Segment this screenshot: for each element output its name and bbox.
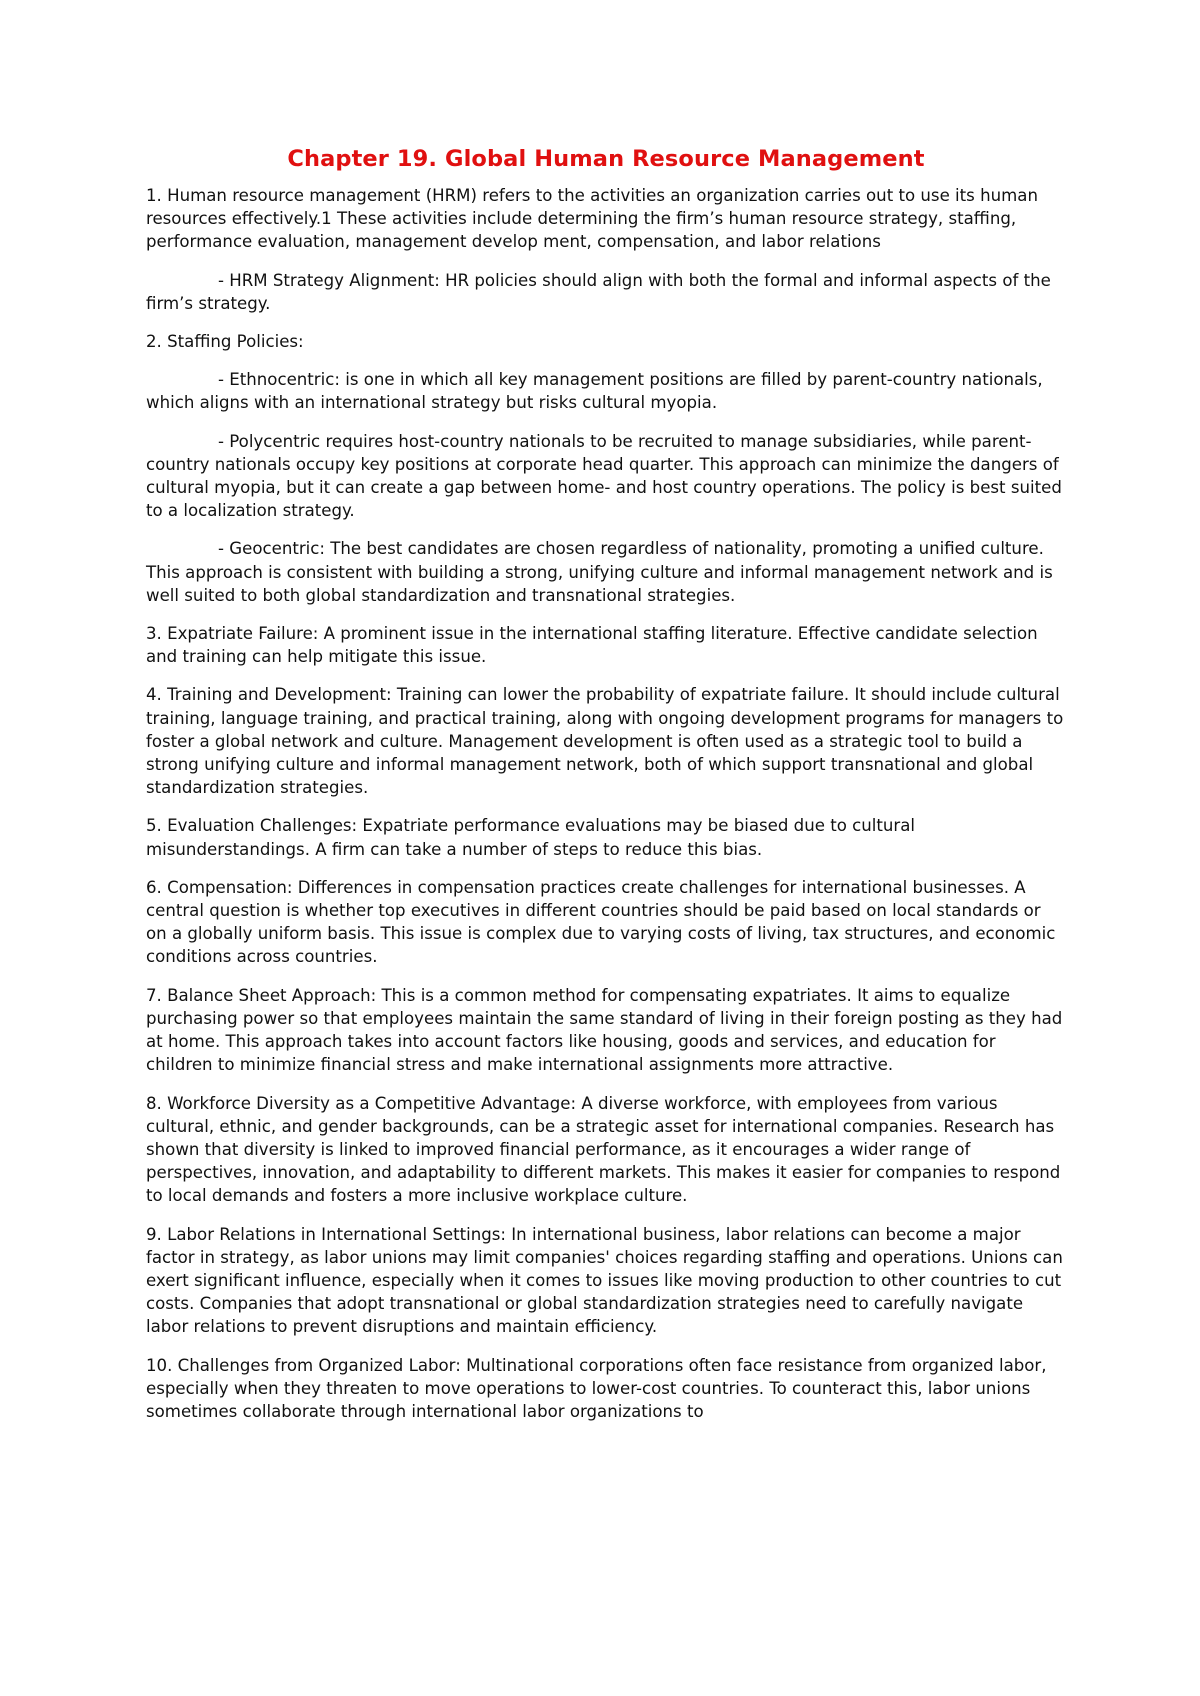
chapter-title: Chapter 19. Global Human Resource Management	[287, 146, 925, 172]
paragraph-compensation: 6. Compensation: Differences in compensation practices create challenges for international businesses. A central question is whether top executives in different countries should be paid based on local standards or on a globally uniform basis. This issue is complex due to varying costs of living, tax structures, and economic conditions across countries.	[146, 877, 1056, 967]
paragraph-geocentric: - Geocentric: The best candidates are chosen regardless of nationality, promoting a unified culture. This approach is consistent with building a strong, unifying culture and informal management network and is well suited to both global standardization and transnational strategies.	[146, 539, 1053, 605]
paragraph-balance-sheet-approach: 7. Balance Sheet Approach: This is a common method for compensating expatriates. It aims to equalize purchasing power so that employees maintain the same standard of living in their foreign posting as they had at home. This approach takes into account factors like housing, goods and services, and education for children to minimize financial stress and make international assignments more attractive.	[146, 985, 1063, 1075]
document-page	[146, 144, 1066, 1438]
paragraph-ethnocentric: - Ethnocentric: is one in which all key management positions are filled by parent-country nationals, which aligns with an international strategy but risks cultural myopia.	[146, 370, 1043, 413]
paragraph-hrm-strategy-alignment: - HRM Strategy Alignment: HR policies should align with both the formal and informal aspects of the firm’s strategy.	[146, 270, 1051, 313]
paragraph-training-development: 4. Training and Development: Training can lower the probability of expatriate failure. It should include cultural training, language training, and practical training, along with ongoing development programs for managers to foster a global network and culture. Management development is often used as a strategic tool to build a strong unifying culture and informal management network, both of which support transnational and global standardization strategies.	[146, 685, 1064, 798]
paragraph-organized-labor: 10. Challenges from Organized Labor: Multinational corporations often face resistance from organized labor, especially when they threaten to move operations to lower-cost countries. To counteract this, labor unions sometimes collaborate through international labor organizations to	[146, 1355, 1047, 1421]
paragraph-polycentric: - Polycentric requires host-country nationals to be recruited to manage subsidiaries, while parent-country nationals occupy key positions at corporate head quarter. This approach can minimize the dangers of cultural myopia, but it can create a gap between home- and host country operations. The policy is best suited to a localization strategy.	[146, 431, 1062, 521]
paragraph-labor-relations: 9. Labor Relations in International Settings: In international business, labor relations can become a major factor in strategy, as labor unions may limit companies' choices regarding staffing and operations. Unions can exert significant influence, especially when it comes to issues like moving production to other countries to cut costs. Companies that adopt transnational or global standardization strategies need to carefully navigate labor relations to prevent disruptions and maintain efficiency.	[146, 1224, 1063, 1337]
paragraph-workforce-diversity: 8. Workforce Diversity as a Competitive Advantage: A diverse workforce, with employees from various cultural, ethnic, and gender backgrounds, can be a strategic asset for international companies. Research has shown that diversity is linked to improved financial performance, as it encourages a wider range of perspectives, innovation, and adaptability to different markets. This makes it easier for companies to respond to local demands and fosters a more inclusive workplace culture.	[146, 1093, 1061, 1206]
paragraph-expatriate-failure: 3. Expatriate Failure: A prominent issue in the international staffing literature. Effective candidate selection and training can help mitigate this issue.	[146, 624, 1038, 667]
paragraph-hrm-definition: 1. Human resource management (HRM) refers to the activities an organization carries out to use its human resources effectively.1 These activities include determining the firm’s human resource strategy, staffing, performance evaluation, management develop ment, compensation, and labor relations	[146, 186, 1038, 252]
paragraph-staffing-policies-heading: 2. Staffing Policies:	[146, 332, 304, 352]
paragraph-evaluation-challenges: 5. Evaluation Challenges: Expatriate performance evaluations may be biased due to cultural misunderstandings. A firm can take a number of steps to reduce this bias.	[146, 816, 916, 859]
